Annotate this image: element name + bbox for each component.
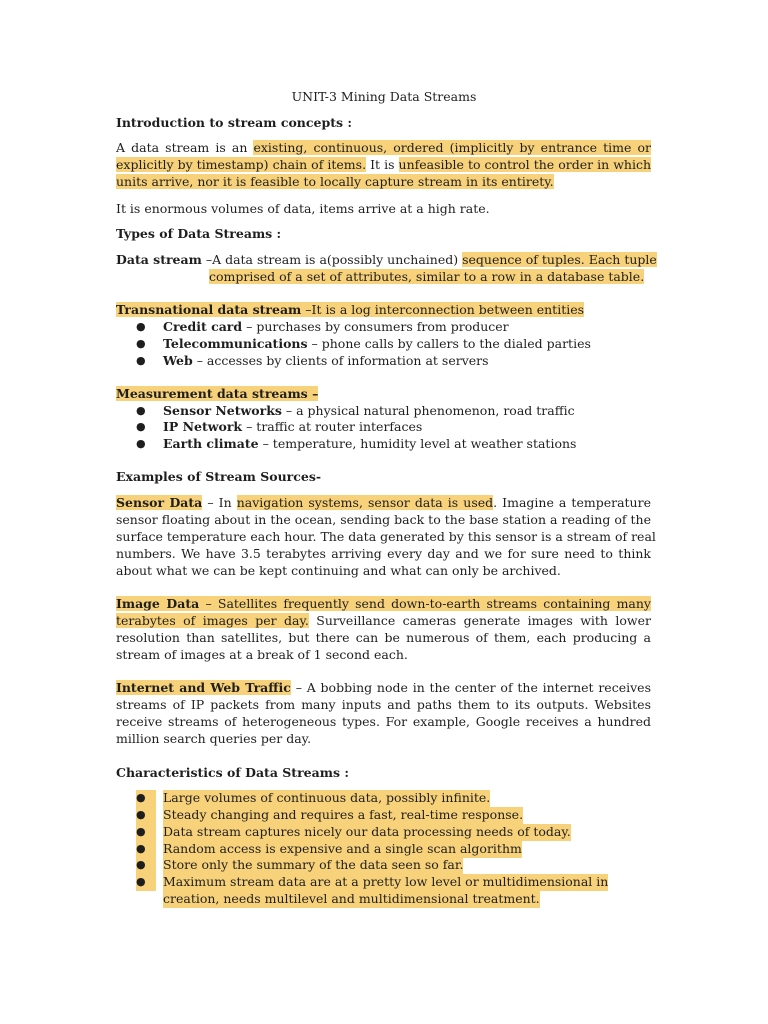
intro-para-line-1: A data stream is an existing, continuous, ordered (implicitly by entrance time or [116,140,651,155]
sensor-data-line-2: sensor floating about in the ocean, sending back to the base station a reading of the [116,512,651,527]
bullet-icon: ● [136,857,156,874]
measurement-streams-heading: Measurement data streams – [116,386,319,401]
bullet-icon: ● [136,337,146,350]
web-traffic-line-1: Internet and Web Traffic – A bobbing node in the center of the internet receives [116,680,651,695]
section-heading-examples: Examples of Stream Sources- [116,469,322,484]
sensor-data-line-4: numbers. We have 3.5 terabytes arriving every day and we for sure need to think [116,546,651,561]
section-heading-intro: Introduction to stream concepts : [116,115,352,130]
image-data-line-3: resolution than satellites, but there can be numerous of them, each producing a [116,630,651,645]
bullet-icon: ● [136,807,156,824]
bullet-icon: ● [136,790,156,807]
bullet-icon: ● [136,824,156,841]
section-heading-types: Types of Data Streams : [116,226,282,241]
sensor-data-line-5: about what we can be kept continuing and what can only be archived. [116,563,561,578]
bullet-icon: ● [136,354,146,367]
transnational-stream-definition: Transnational data stream –It is a log interconnection between entities [116,302,585,317]
bullet-icon: ● [136,404,146,417]
web-traffic-line-3: receive streams of heterogeneous types. For example, Google receives a hundred [116,714,651,729]
web-traffic-line-4: million search queries per day. [116,731,312,746]
image-data-line-2: terabytes of images per day. Surveillance cameras generate images with lower [116,613,651,628]
intro-para-line-2: explicitly by timestamp) chain of items. It is unfeasible to control the order in which [116,157,652,172]
bullet-icon: ● [136,841,156,858]
intro-para-2: It is enormous volumes of data, items arrive at a high rate. [116,201,490,216]
intro-para-line-3: units arrive, nor it is feasible to locally capture stream in its entirety. [116,174,554,189]
bullet-icon: ● [136,420,146,433]
image-data-line-1: Image Data – Satellites frequently send down-to-earth streams containing many [116,596,651,611]
web-traffic-line-2: streams of IP packets from many inputs and paths them to its outputs. Websites [116,697,651,712]
document-title: UNIT-3 Mining Data Streams [291,89,477,104]
bullet-icon: ● [136,874,156,891]
document-page: UNIT-3 Mining Data Streams Introduction to stream concepts : A data stream is an existing, continuous, ordered (implicitly by entrance time or explicitly by timestamp) chain of items. It is unfeasible to control the order in which units arrive, nor it is feasible to locally capture stream in its entirety. It is enormous volumes of data, items arrive at a high rate. Types of Data Streams : Data stream –A data stream is a(possibly unchained) sequence of tuples. Each tuple comprised of a set of attributes, similar to a row in a database table. Transnational data stream –It is a log interconnection between entities ● Credit card – purchases by consumers from producer ● Telecommunications – phone calls by callers to the dialed parties ● Web – accesses by clients of information at servers Measurement data streams – ● Sensor Networks – a physical natural phenomenon, road traffic ● IP Network – traffic at router interfaces ● Earth climate – temperature, humidity level at weather stations Examples of Stream Sources- Sensor Data – In navigation systems, sensor data is used. Imagine a temperature sensor floating about in the ocean, sending back to the base station a reading of the surface temperature each hour. The data generated by this sensor is a stream of real numbers. We have 3.5 terabytes arriving every day and we for sure need to think about what we can be kept continuing and what can only be archived. Image Data – Satellites frequently send down-to-earth streams containing many terabytes of images per day. Surveillance cameras generate images with lower resolution than satellites, but there can be numerous of them, each producing a stream of images at a break of 1 second each. Internet and Web Traffic – A bobbing node in the center of the internet receives streams of IP packets from many inputs and paths them to its outputs. Websites receive streams of heterogeneous types. For example, Google receives a hundred million search queries per day. Characteristics of Data Streams : ● Large volumes of continuous data, possibly infinite. ● Steady changing and requires a fast, real-time response. ● Data stream captures nicely our data processing needs of today. ● Random access is expensive and a single scan algorithm ● Store only the summary of the data seen so far. ● Maximum stream data are at a pretty low level or multidimensional in creation, needs multilevel and multidimensional treatment. [0,0,768,1024]
data-stream-definition-line-2: comprised of a set of attributes, similar to a row in a database table. [209,269,645,284]
sensor-data-line-3: surface temperature each hour. The data generated by this sensor is a stream of real [116,529,656,544]
data-stream-definition-line-1: Data stream –A data stream is a(possibly unchained) sequence of tuples. Each tuple [116,252,657,267]
section-heading-characteristics: Characteristics of Data Streams : [116,765,349,780]
bullet-icon: ● [136,320,146,333]
image-data-line-4: stream of images at a break of 1 second each. [116,647,408,662]
bullet-icon: ● [136,437,146,450]
sensor-data-line-1: Sensor Data – In navigation systems, sensor data is used. Imagine a temperature [116,495,651,510]
